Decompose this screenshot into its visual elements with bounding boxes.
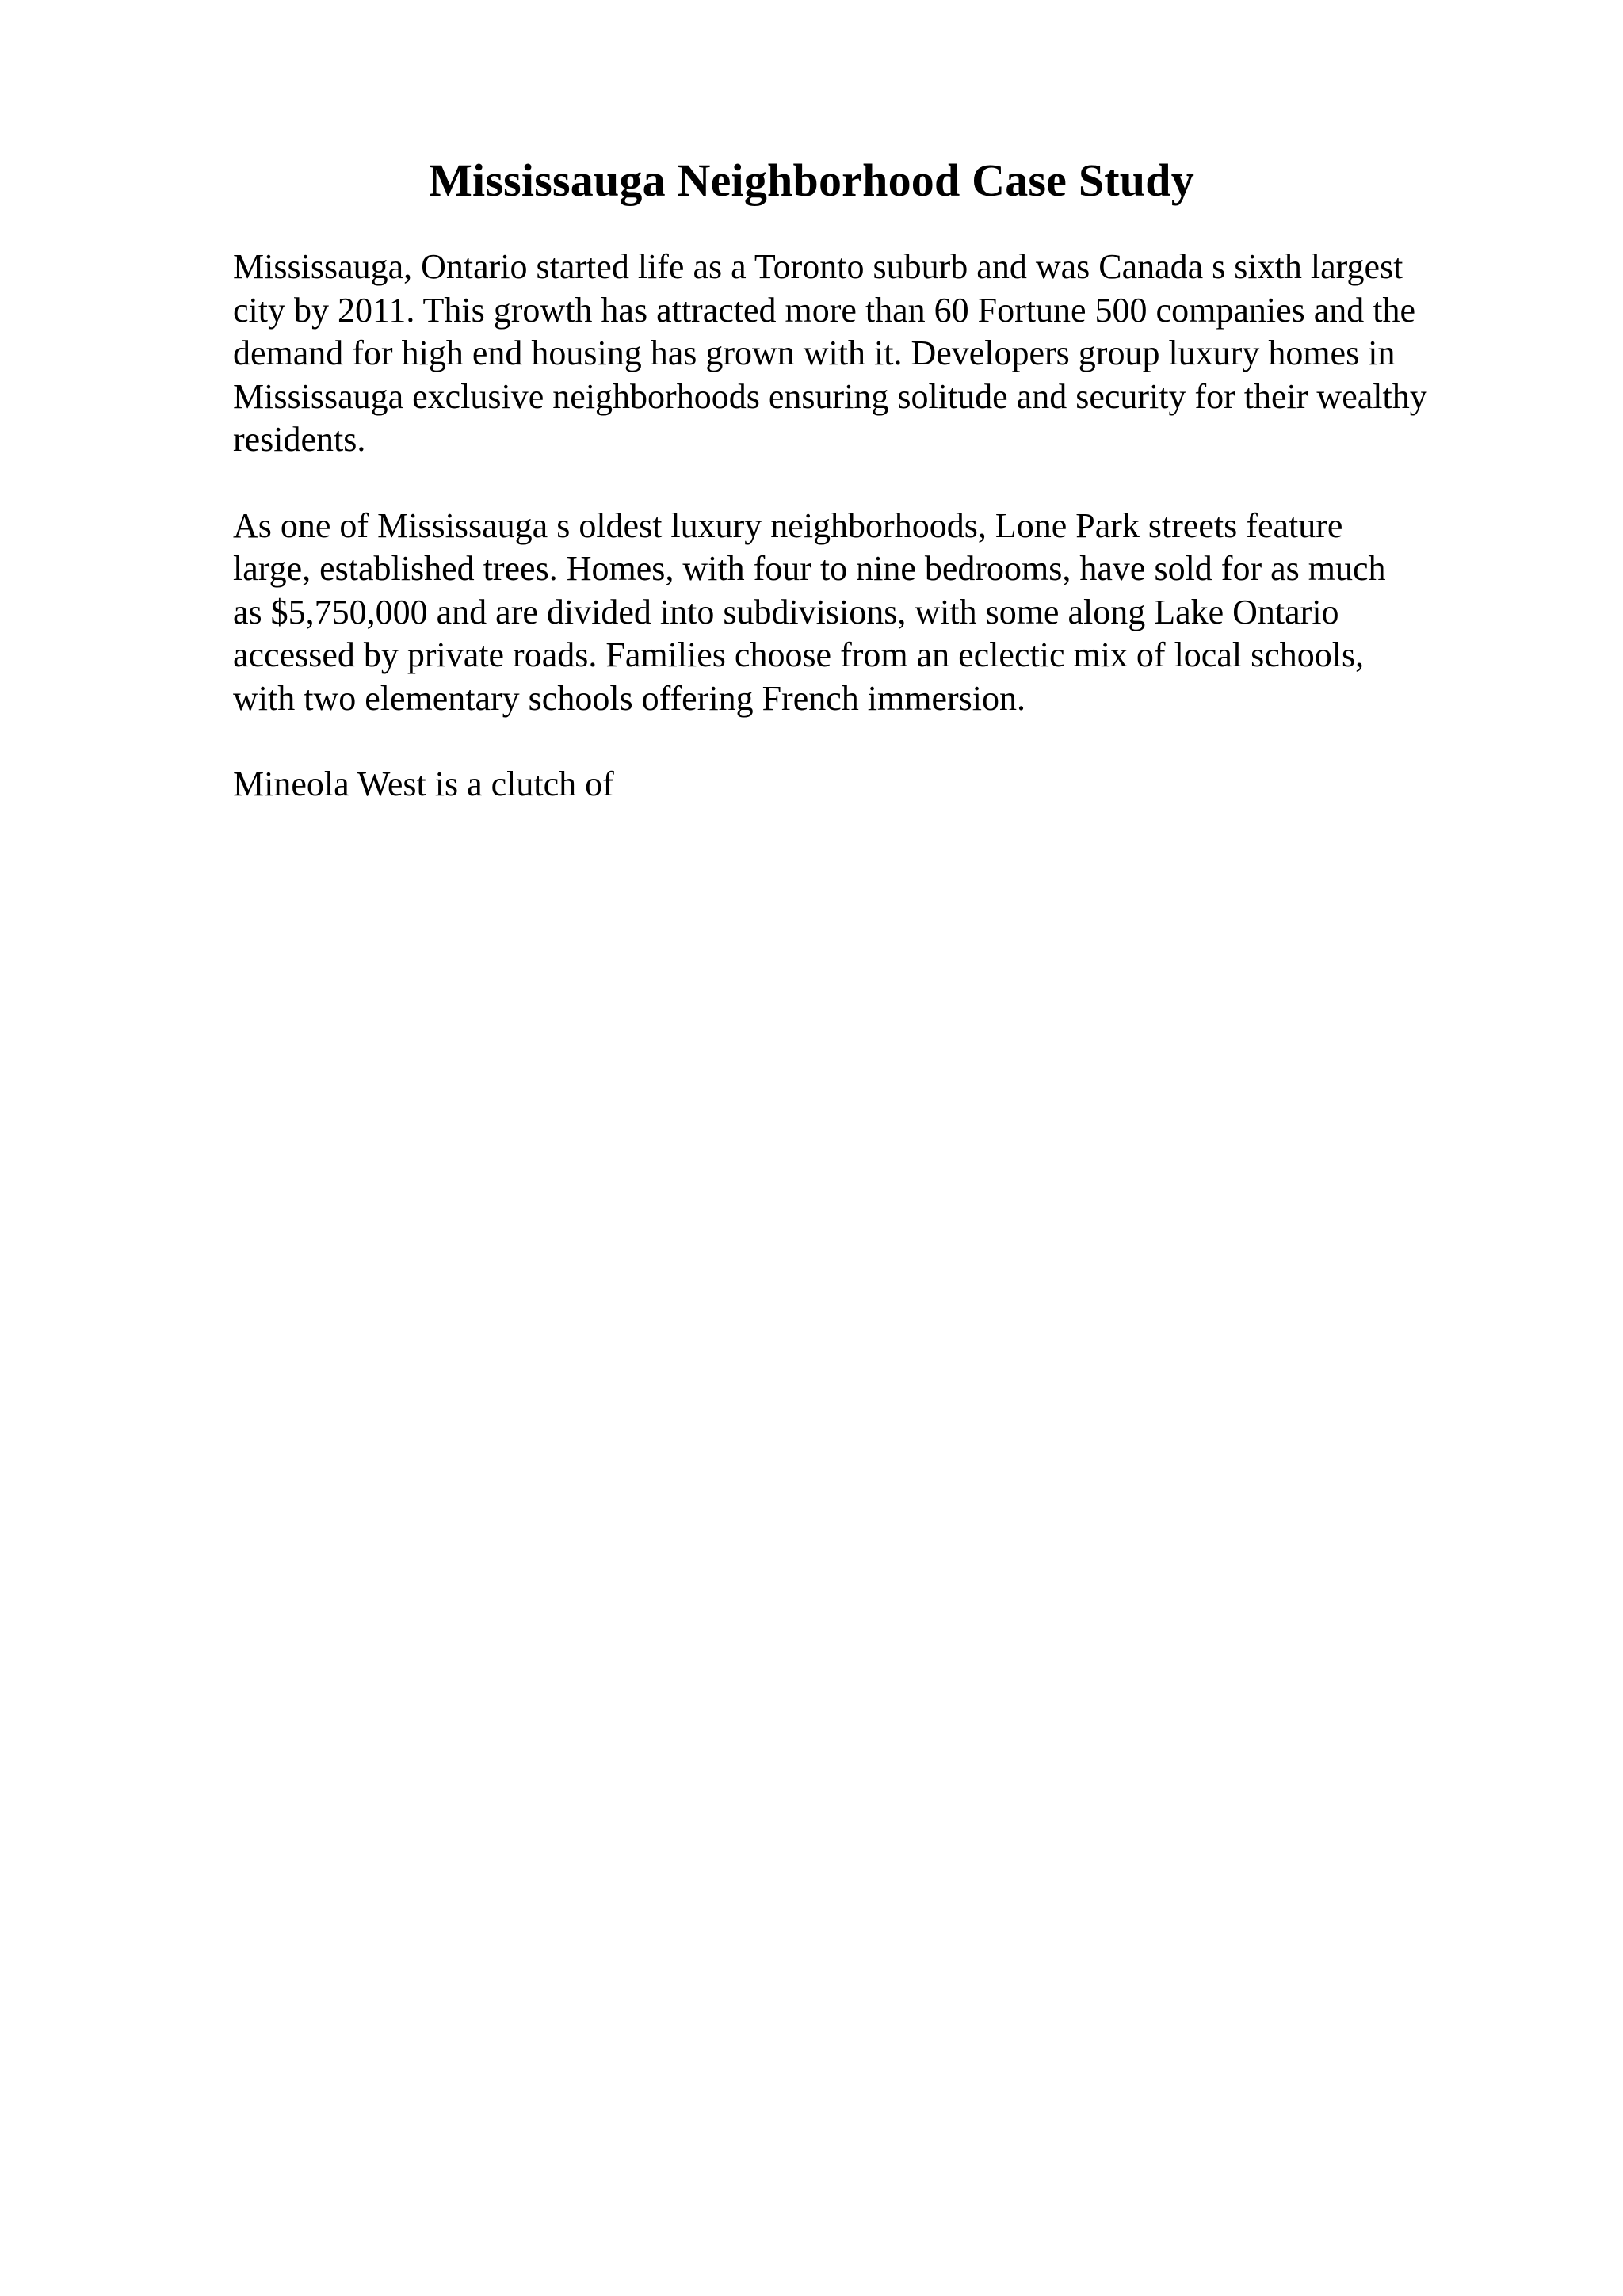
text-line: with two elementary schools offering French immersion.	[233, 678, 1025, 718]
text-line: residents.	[233, 420, 366, 459]
text-line: as $5,750,000 and are divided into subdivisions, with some along Lake Ontario	[233, 592, 1339, 631]
document-title: Mississauga Neighborhood Case Study	[429, 154, 1194, 206]
text-line: Mineola West is a clutch of	[233, 765, 614, 803]
text-line: Mississauga, Ontario started life as a Toronto suburb and was Canada s sixth largest	[233, 247, 1403, 286]
text-line: city by 2011. This growth has attracted more than 60 Fortune 500 companies and the	[233, 290, 1416, 330]
text-line: As one of Mississauga s oldest luxury neighborhoods, Lone Park streets feature	[233, 505, 1343, 545]
document-body	[233, 246, 1549, 849]
text-line: accessed by private roads. Families choose from an eclectic mix of local schools,	[233, 635, 1365, 674]
text-line: Mississauga exclusive neighborhoods ensuring solitude and security for their wealthy	[233, 376, 1427, 416]
text-line: large, established trees. Homes, with four to nine bedrooms, have sold for as much	[233, 549, 1386, 588]
paragraph-mississauga-intro	[233, 246, 1549, 462]
text-line: demand for high end housing has grown with it. Developers group luxury homes in	[233, 334, 1396, 372]
paragraph-mineola-west	[233, 763, 1549, 807]
paragraph-lone-park	[233, 505, 1549, 721]
